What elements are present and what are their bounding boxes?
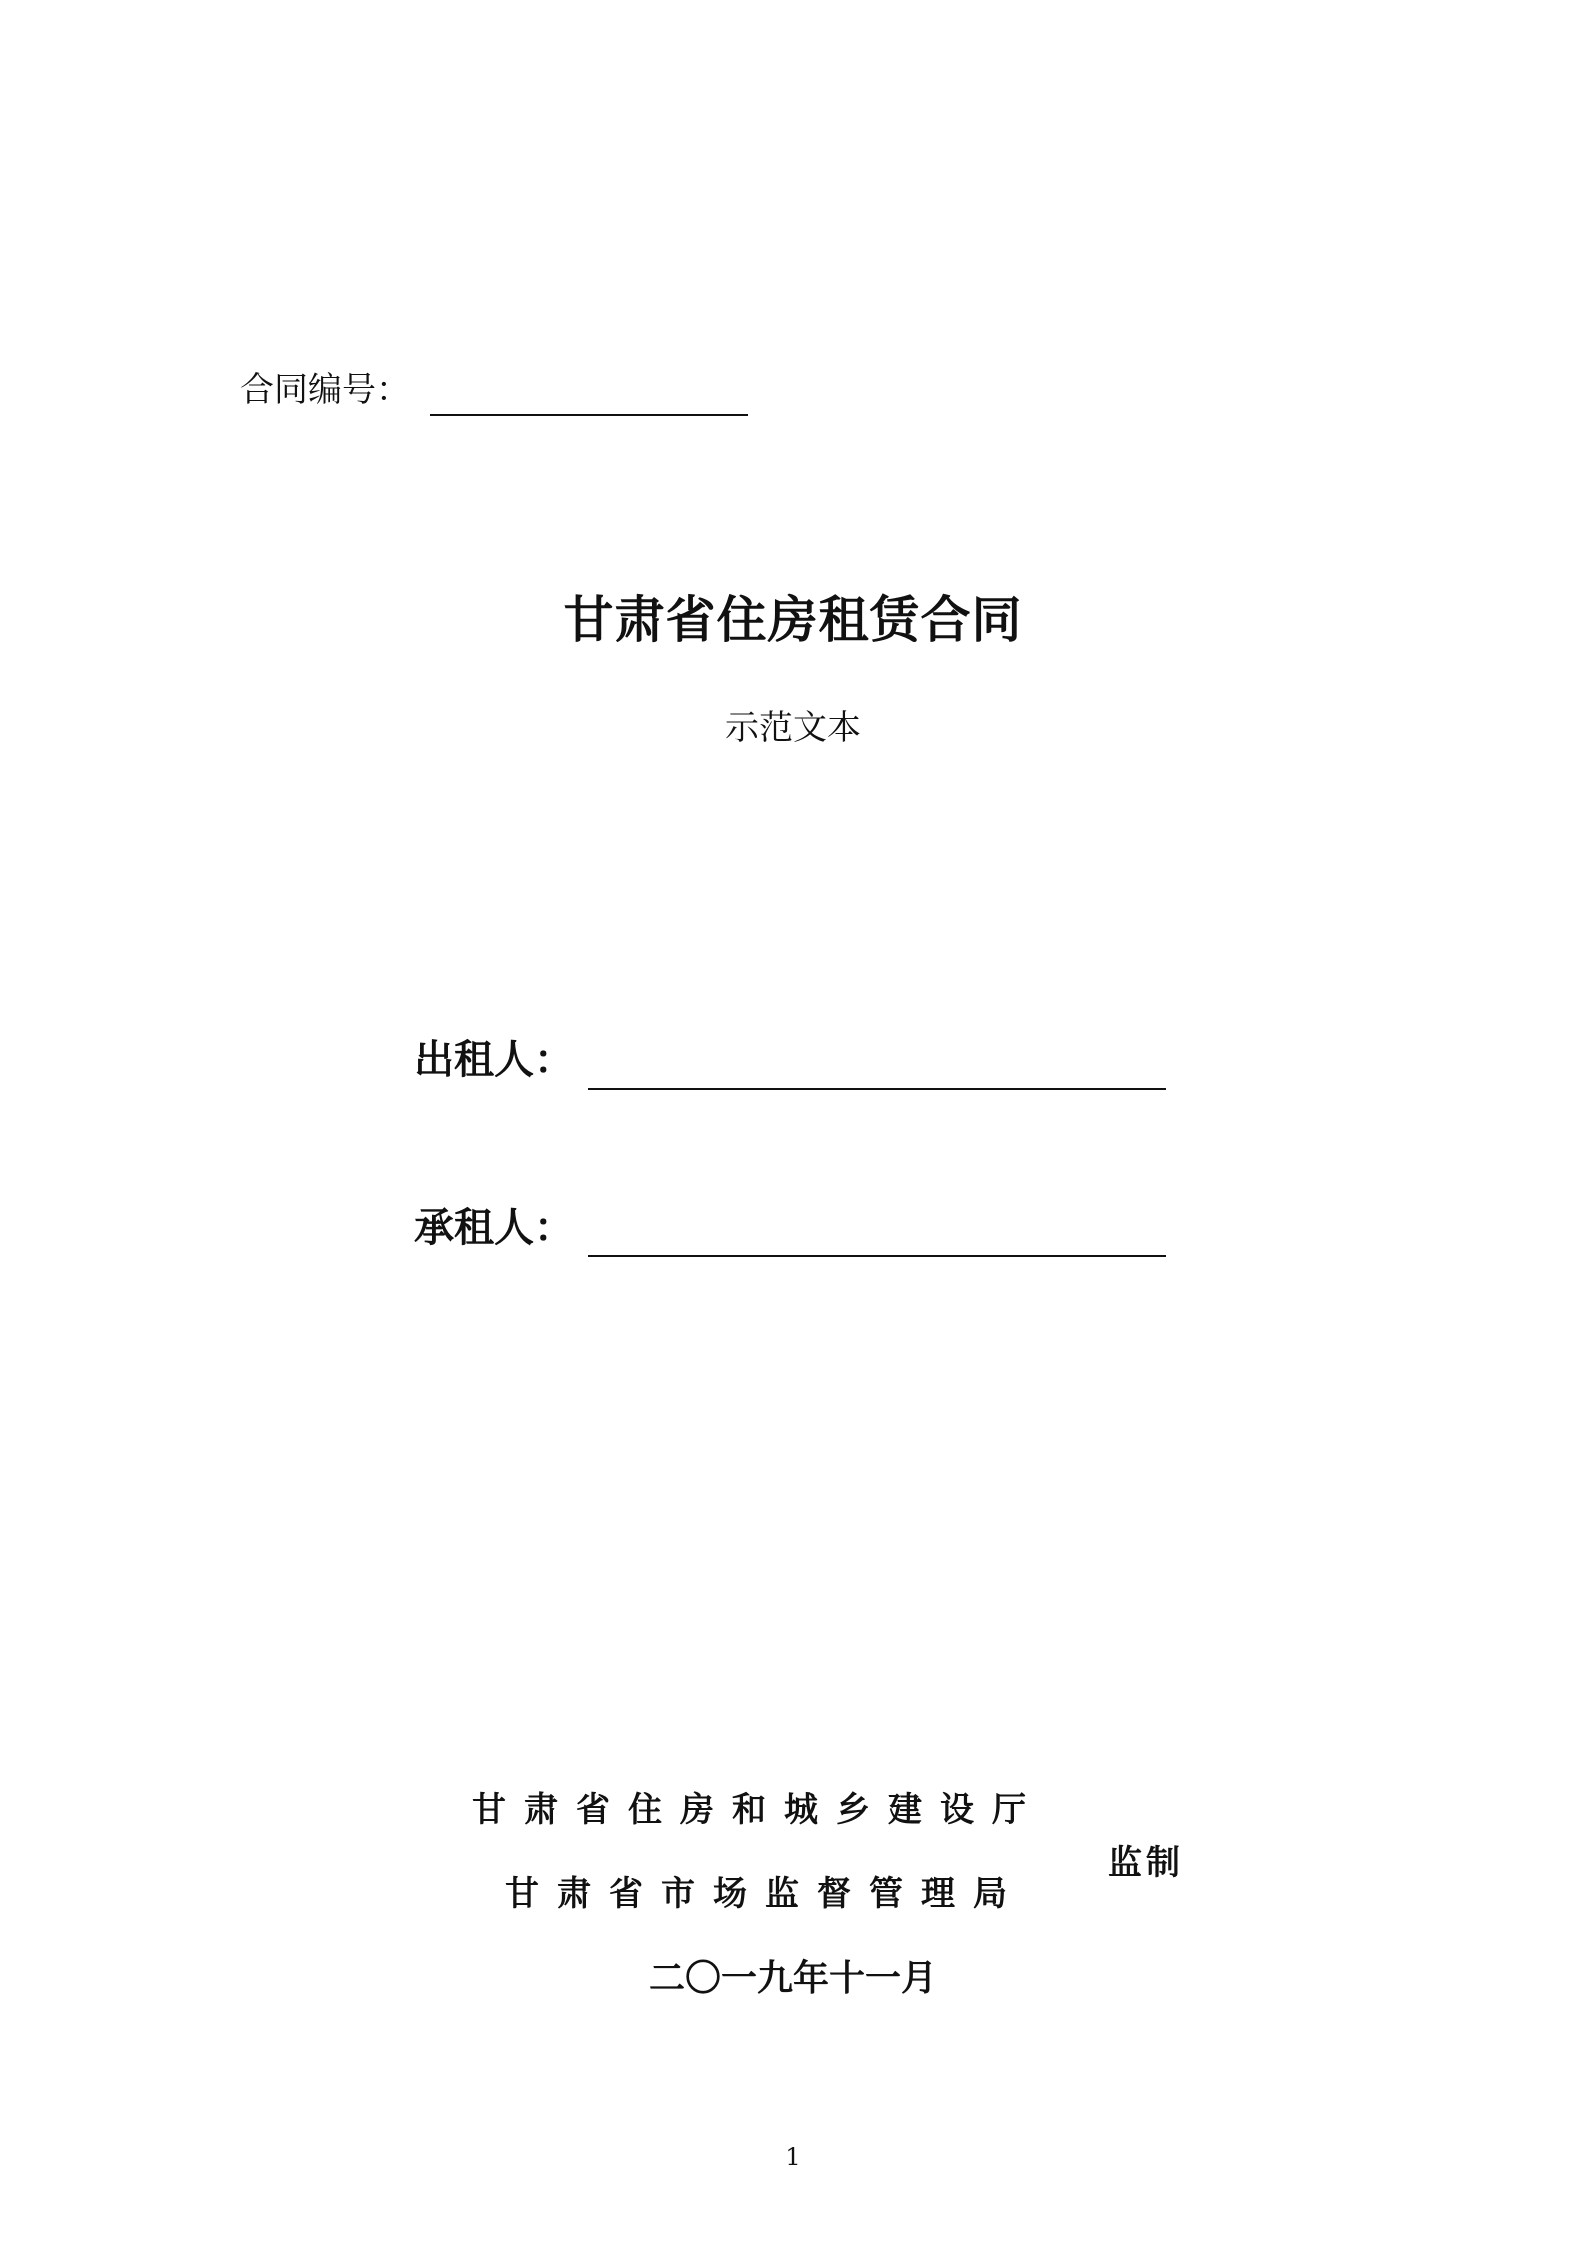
issue-date: 二〇一九年十一月 <box>648 1958 937 1999</box>
page-number: 1 <box>785 2143 801 2171</box>
supervision-label: 监制 <box>1108 1843 1184 1883</box>
document-title: 甘肃省住房租赁合同 <box>563 591 1023 649</box>
lessee-field[interactable] <box>588 1255 1166 1257</box>
issuer-housing-department: 甘肃省住房和城乡建设厅 <box>472 1790 1044 1830</box>
lessor-label: 出租人： <box>414 1037 574 1083</box>
lessee-label: 承租人： <box>414 1205 574 1251</box>
issuer-market-regulation-bureau: 甘肃省市场监督管理局 <box>505 1874 1025 1914</box>
lessor-field[interactable] <box>588 1088 1166 1090</box>
document-subtitle: 示范文本 <box>725 708 861 748</box>
contract-number-label: 合同编号： <box>240 370 410 410</box>
contract-number-field[interactable] <box>430 414 748 416</box>
